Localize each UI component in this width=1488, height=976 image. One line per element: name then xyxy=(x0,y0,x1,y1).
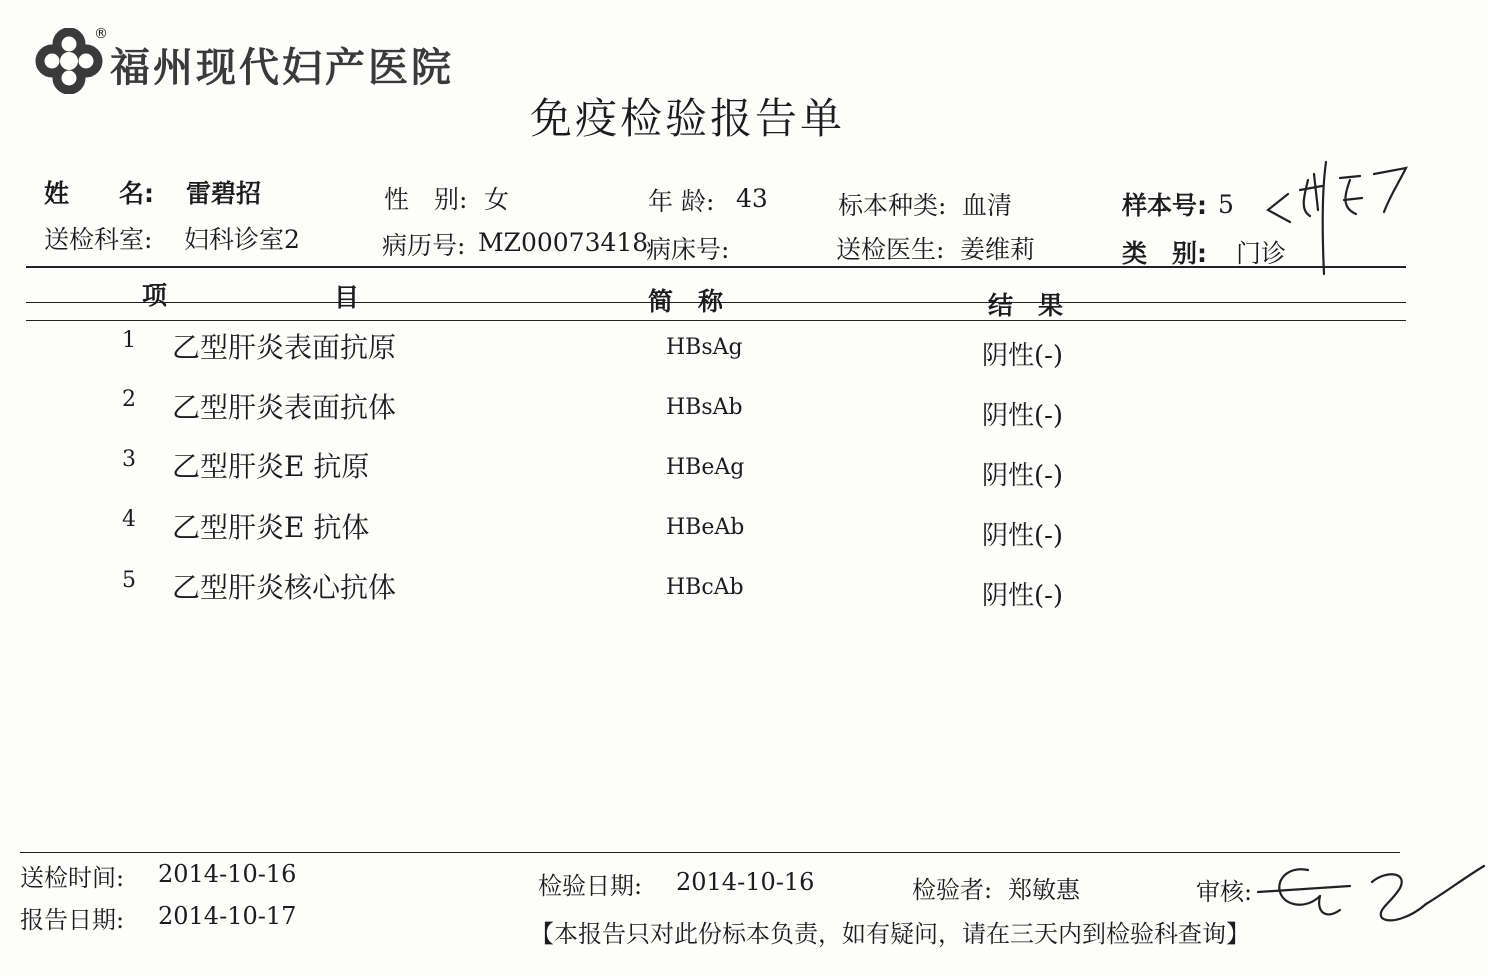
header-rule-bottom xyxy=(26,320,1406,321)
tester-label: 检验者: xyxy=(912,876,993,904)
sample-no-label: 样本号: xyxy=(1122,191,1207,220)
doctor-value: 姜维莉 xyxy=(960,235,1036,264)
category-value: 门诊 xyxy=(1236,239,1287,268)
reviewer-label: 审核: xyxy=(1196,878,1253,906)
age-label: 年 龄: xyxy=(648,187,715,216)
row-number: 5 xyxy=(122,568,136,593)
name-value: 雷碧招 xyxy=(186,179,262,208)
row-result: 阴性(-) xyxy=(982,341,1064,371)
row-abbr: HBeAg xyxy=(666,455,745,480)
report-date-label: 报告日期: xyxy=(20,906,125,934)
department-value: 妇科诊室2 xyxy=(184,225,300,254)
row-abbr: HBsAg xyxy=(666,335,743,360)
bed-no-label: 病床号: xyxy=(646,235,730,264)
category-label: 类 别: xyxy=(1122,239,1207,268)
col-header-abbr: 简 称 xyxy=(648,287,724,316)
row-number: 3 xyxy=(122,447,136,472)
tester-value: 郑敏惠 xyxy=(1008,876,1080,904)
test-date-label: 检验日期: xyxy=(538,872,643,900)
report-title: 免疫检验报告单 xyxy=(530,94,846,143)
row-item-name: 乙型肝炎表面抗体 xyxy=(172,391,397,424)
registered-mark: ® xyxy=(94,26,108,42)
row-result: 阴性(-) xyxy=(982,401,1064,431)
record-no-label: 病历号: xyxy=(382,231,466,260)
col-header-item-right: 目 xyxy=(334,283,360,312)
row-result: 阴性(-) xyxy=(982,521,1064,551)
age-value: 43 xyxy=(736,184,768,213)
test-date-value: 2014-10-16 xyxy=(676,868,815,896)
row-number: 4 xyxy=(122,507,136,532)
hospital-name: 福州现代妇产医院 xyxy=(110,45,454,91)
record-no-value: MZ00073418 xyxy=(478,228,649,257)
row-item-name: 乙型肝炎表面抗原 xyxy=(172,331,397,364)
col-header-result: 结 果 xyxy=(988,291,1064,320)
footer-rule xyxy=(20,852,1400,853)
col-header-item-left: 项 xyxy=(142,281,168,310)
name-label: 姓 名: xyxy=(44,179,154,208)
sample-no-value: 5 xyxy=(1218,190,1234,219)
row-item-name: 乙型肝炎E 抗体 xyxy=(172,511,370,544)
doctor-label: 送检医生: xyxy=(836,235,945,264)
handwritten-mark xyxy=(1260,150,1420,280)
gender-label: 性 别: xyxy=(384,185,468,214)
row-result: 阴性(-) xyxy=(982,461,1064,491)
submit-time-value: 2014-10-16 xyxy=(158,860,297,888)
row-number: 1 xyxy=(122,328,136,353)
row-number: 2 xyxy=(122,387,136,412)
row-abbr: HBsAb xyxy=(666,395,743,420)
row-item-name: 乙型肝炎E 抗原 xyxy=(172,450,370,483)
gender-value: 女 xyxy=(484,185,510,214)
sample-type-label: 标本种类: xyxy=(838,191,947,220)
row-result: 阴性(-) xyxy=(982,581,1064,611)
row-abbr: HBcAb xyxy=(666,575,744,600)
reviewer-signature xyxy=(1250,852,1486,932)
sample-type-value: 血清 xyxy=(962,191,1013,220)
department-label: 送检科室: xyxy=(44,225,153,254)
report-date-value: 2014-10-17 xyxy=(158,902,297,930)
table-top-rule xyxy=(26,266,1406,268)
submit-time-label: 送检时间: xyxy=(20,864,125,892)
row-abbr: HBeAb xyxy=(666,515,745,540)
disclaimer-notice: 【本报告只对此份标本负责，如有疑问，请在三天内到检验科查询】 xyxy=(530,920,1250,948)
row-item-name: 乙型肝炎核心抗体 xyxy=(172,571,397,604)
